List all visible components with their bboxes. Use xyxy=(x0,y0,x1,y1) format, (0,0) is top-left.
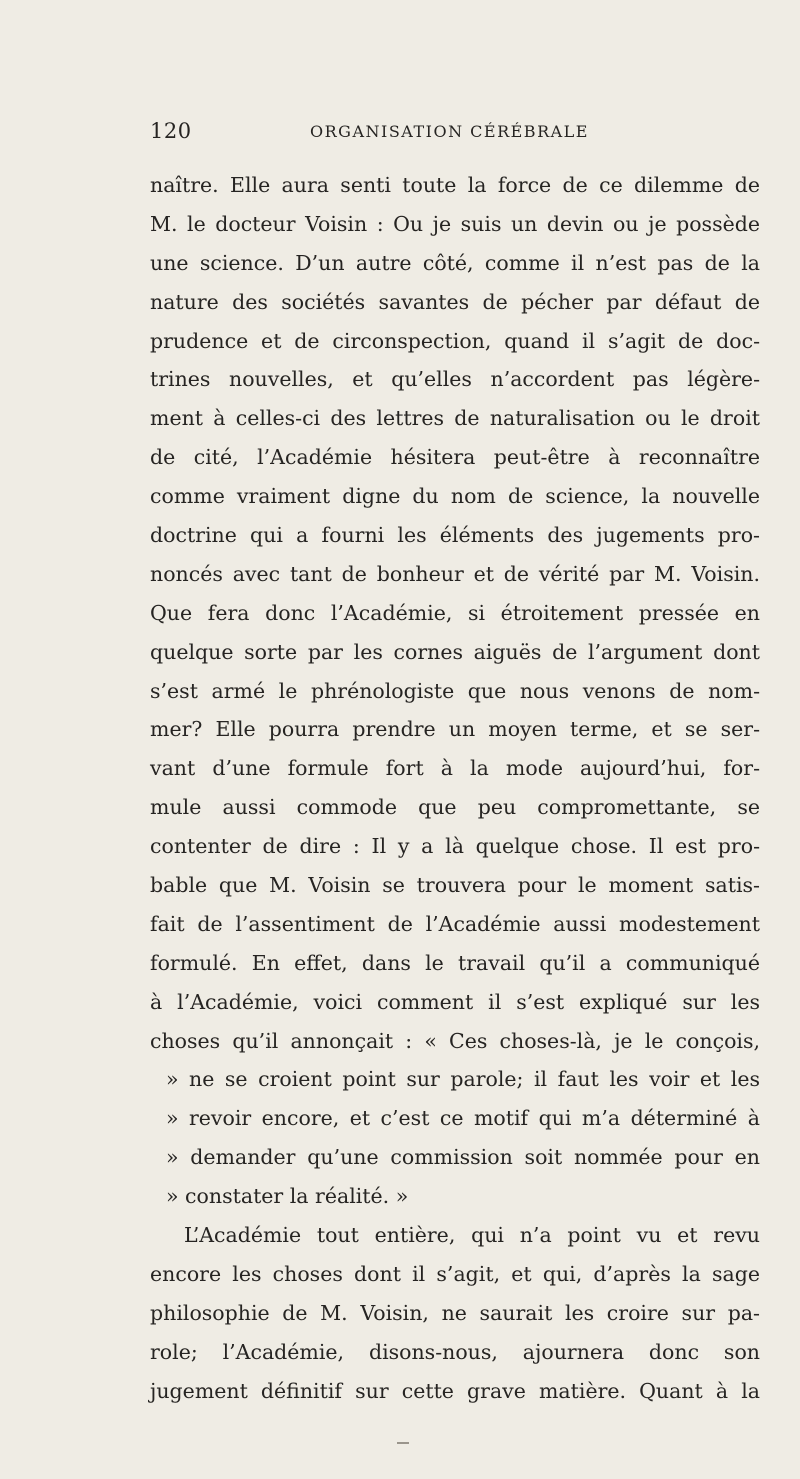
running-title: ORGANISATION CÉRÉBRALE xyxy=(310,122,589,141)
quote-line: » ne se croient point sur parole; il faut les voir et les xyxy=(166,1067,760,1092)
text-line: formulé. En effet, dans le travail qu’il a communiqué xyxy=(150,950,760,975)
text-line: doctrine qui a fourni les éléments des jugements pro- xyxy=(150,523,760,548)
text-line: nature des sociétés savantes de pécher par défaut de xyxy=(150,289,760,314)
text-line: mer? Elle pourra prendre un moyen terme, et se ser- xyxy=(150,717,760,742)
text-line: comme vraiment digne du nom de science, la nouvelle xyxy=(150,484,760,509)
text-line: noncés avec tant de bonheur et de vérité par M. Voisin. xyxy=(150,561,760,586)
quote-line: » constater la réalité. » xyxy=(166,1184,409,1209)
text-line: ment à celles-ci des lettres de naturalisation ou le droit xyxy=(150,406,760,431)
text-line: choses qu’il annonçait : « Ces choses-là, je le conçois, xyxy=(150,1028,760,1053)
text-line: quelque sorte par les cornes aiguës de l’argument dont xyxy=(150,639,760,664)
text-line: fait de l’assentiment de l’Académie aussi modestement xyxy=(150,911,760,936)
text-line: vant d’une formule fort à la mode aujourd’hui, for- xyxy=(150,756,760,781)
text-line: mule aussi commode que peu compromettante, se xyxy=(150,795,760,820)
text-line: Que fera donc l’Académie, si étroitement pressée en xyxy=(150,600,760,625)
quote-line: » demander qu’une commission soit nommée pour en xyxy=(166,1145,760,1170)
quote-line: » revoir encore, et c’est ce motif qui m’a déterminé à xyxy=(166,1106,760,1131)
text-line: philosophie de M. Voisin, ne saurait les croire sur pa- xyxy=(150,1300,760,1325)
body-text xyxy=(150,166,760,1411)
text-line: role; l’Académie, disons-nous, ajournera donc son xyxy=(150,1339,760,1364)
text-line: une science. D’un autre côté, comme il n’est pas de la xyxy=(150,250,760,275)
text-line: à l’Académie, voici comment il s’est expliqué sur les xyxy=(150,989,760,1014)
page-header xyxy=(150,119,760,159)
text-line: bable que M. Voisin se trouvera pour le moment satis- xyxy=(150,873,760,898)
text-line: naître. Elle aura senti toute la force de ce dilemme de xyxy=(150,173,760,197)
footer-dash xyxy=(397,1442,409,1444)
text-line: s’est armé le phrénologiste que nous venons de nom- xyxy=(150,678,760,703)
text-line: contenter de dire : Il y a là quelque chose. Il est pro- xyxy=(150,834,760,859)
text-line: encore les choses dont il s’agit, et qui, d’après la sage xyxy=(150,1261,760,1286)
text-line: de cité, l’Académie hésitera peut-être à reconnaître xyxy=(150,445,760,470)
text-line: trines nouvelles, et qu’elles n’accordent pas légère- xyxy=(150,367,760,392)
page-number: 120 xyxy=(150,119,192,143)
text-line: L’Académie tout entière, qui n’a point vu et revu xyxy=(184,1223,760,1248)
text-line: M. le docteur Voisin : Ou je suis un devin ou je possède xyxy=(150,211,760,236)
text-line: jugement définitif sur cette grave matière. Quant à la xyxy=(150,1378,760,1403)
text-line: prudence et de circonspection, quand il s’agit de doc- xyxy=(150,328,760,353)
